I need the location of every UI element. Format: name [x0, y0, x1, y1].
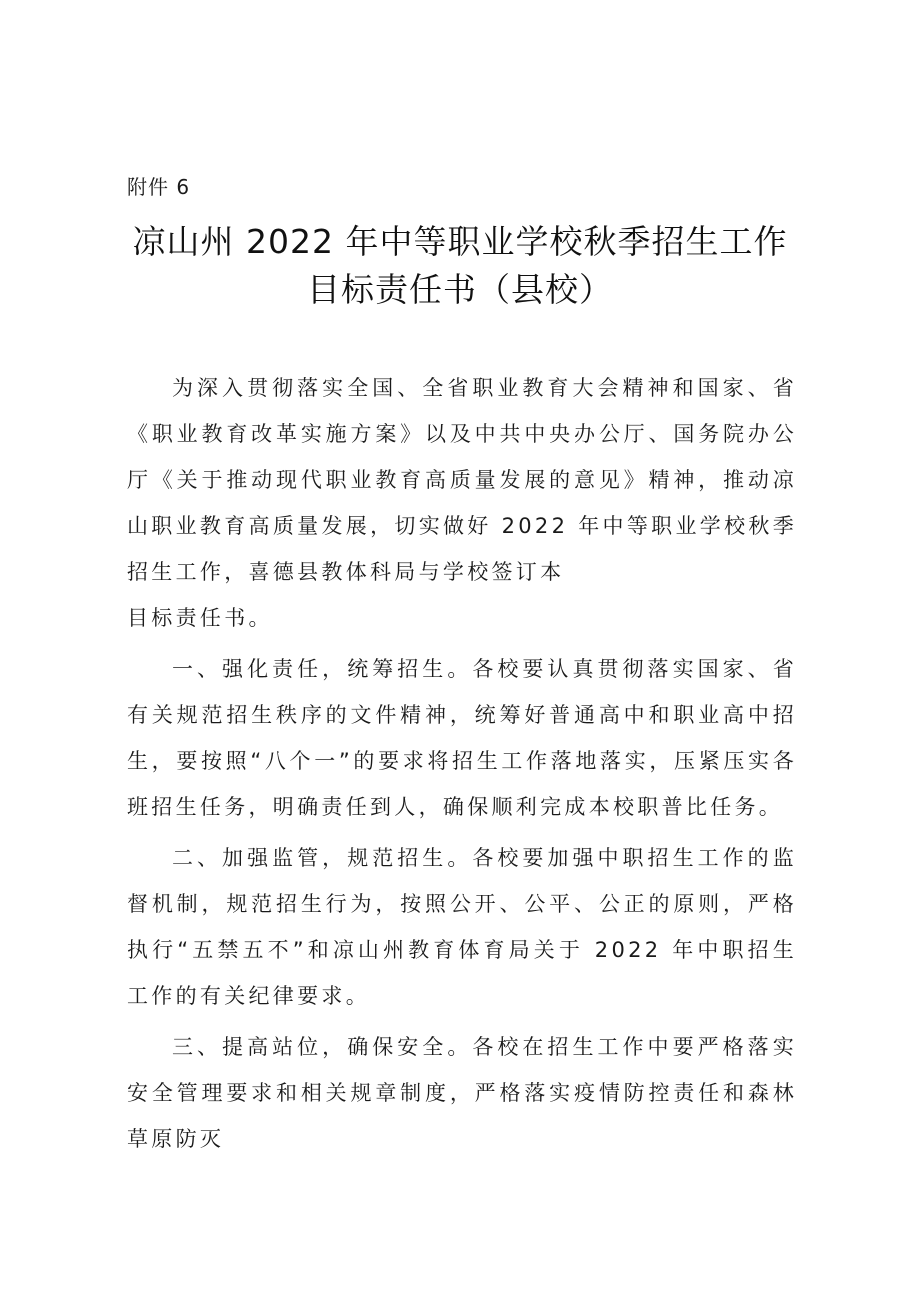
section-1-paragraph: 一、强化责任，统筹招生。各校要认真贯彻落实国家、省有关规范招生秩序的文件精神，统筹好普通高中和职业高中招生，要按照“八个一”的要求将招生工作落地落实，压紧压实各班招生任务，明确责任到人，确保顺利完成本校职普比任务。 [127, 657, 797, 819]
intro-paragraph-tail: 目标责任书。 [127, 606, 273, 630]
section-3-paragraph: 三、提高站位，确保安全。各校在招生工作中要严格落实安全管理要求和相关规章制度，严格落实疫情防控责任和森林草原防灭 [127, 1035, 797, 1151]
document-title-line-1: 凉山州 2022 年中等职业学校秋季招生工作 [132, 222, 788, 261]
intro-paragraph: 为深入贯彻落实全国、全省职业教育大会精神和国家、省《职业教育改革实施方案》以及中共中央办公厅、国务院办公厅《关于推动现代职业教育高质量发展的意见》精神，推动凉山职业教育高质量发展，切实做好 2022 年中等职业学校秋季招生工作，喜德县教体科局与学校签订本 [127, 376, 797, 584]
attachment-label: 附件 6 [127, 175, 191, 199]
section-2-paragraph: 二、加强监管，规范招生。各校要加强中职招生工作的监督机制，规范招生行为，按照公开、公平、公正的原则，严格执行“五禁五不”和凉山州教育体育局关于 2022 年中职招生工作的有关纪律要求。 [127, 846, 797, 1008]
document-body [127, 365, 797, 1162]
document-title-line-2: 目标责任书（县校） [307, 270, 613, 309]
